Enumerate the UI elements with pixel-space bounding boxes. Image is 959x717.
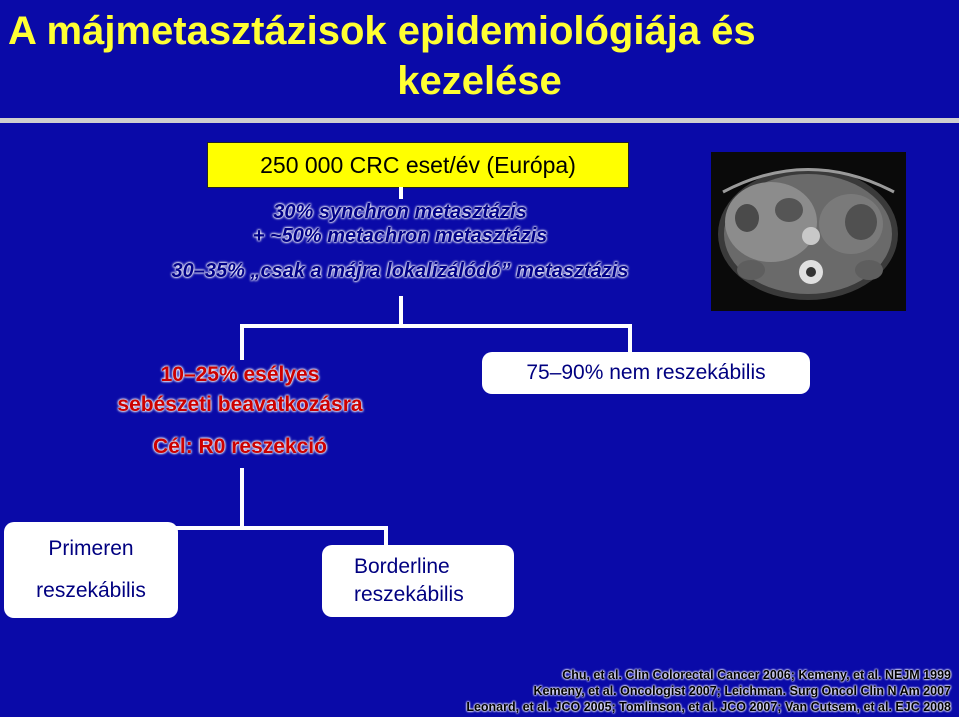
connector-lower-stem — [240, 468, 244, 530]
title-line-2: kezelése — [397, 59, 562, 103]
connector-top — [399, 187, 403, 199]
primary-resectable-box — [4, 522, 178, 618]
borderline-box — [322, 545, 514, 617]
synchron-text: 30% synchron metasztázis — [273, 201, 527, 223]
title-line-1: A májmetasztázisok epidemiológiája és — [8, 9, 756, 53]
connector-branch-right — [628, 324, 632, 354]
resectable-line-1: 10–25% esélyes — [160, 363, 320, 386]
ct-scan-image — [711, 152, 906, 311]
reference-line-2: Kemeny, et al. Oncologist 2007; Leichman. Surg Oncol Clin N Am 2007 — [533, 684, 951, 698]
goal-text: Cél: R0 reszekció — [153, 435, 327, 458]
borderline-line-1: Borderline — [354, 555, 450, 578]
connector-lower-right — [384, 526, 388, 546]
connector-branch-left — [240, 324, 244, 360]
reference-line-3: Leonard, et al. JCO 2005; Tomlinson, et al. JCO 2007; Van Cutsem, et al. EJC 2008 — [466, 700, 951, 714]
primary-line-1: Primeren — [48, 537, 134, 560]
reference-line-1: Chu, et al. Clin Colorectal Cancer 2006; Kemeny, et al. NEJM 1999 — [562, 668, 951, 682]
liver-only-text: 30–35% „csak a májra lokalizálódó” metasztázis — [171, 260, 629, 282]
total-cases-box: 250 000 CRC eset/év (Európa) — [207, 142, 629, 188]
title-divider — [0, 118, 959, 123]
metachron-text: + ~50% metachron metasztázis — [252, 225, 548, 247]
slide-title — [0, 6, 959, 106]
borderline-line-2: reszekábilis — [354, 583, 464, 606]
connector-branch-stem — [399, 296, 403, 326]
resectable-chance-text — [60, 360, 420, 420]
resectable-line-2: sebészeti beavatkozásra — [117, 393, 363, 416]
non-resectable-box: 75–90% nem reszekábilis — [482, 352, 810, 394]
connector-branch-bar — [240, 324, 632, 328]
primary-line-2: reszekábilis — [36, 579, 146, 602]
